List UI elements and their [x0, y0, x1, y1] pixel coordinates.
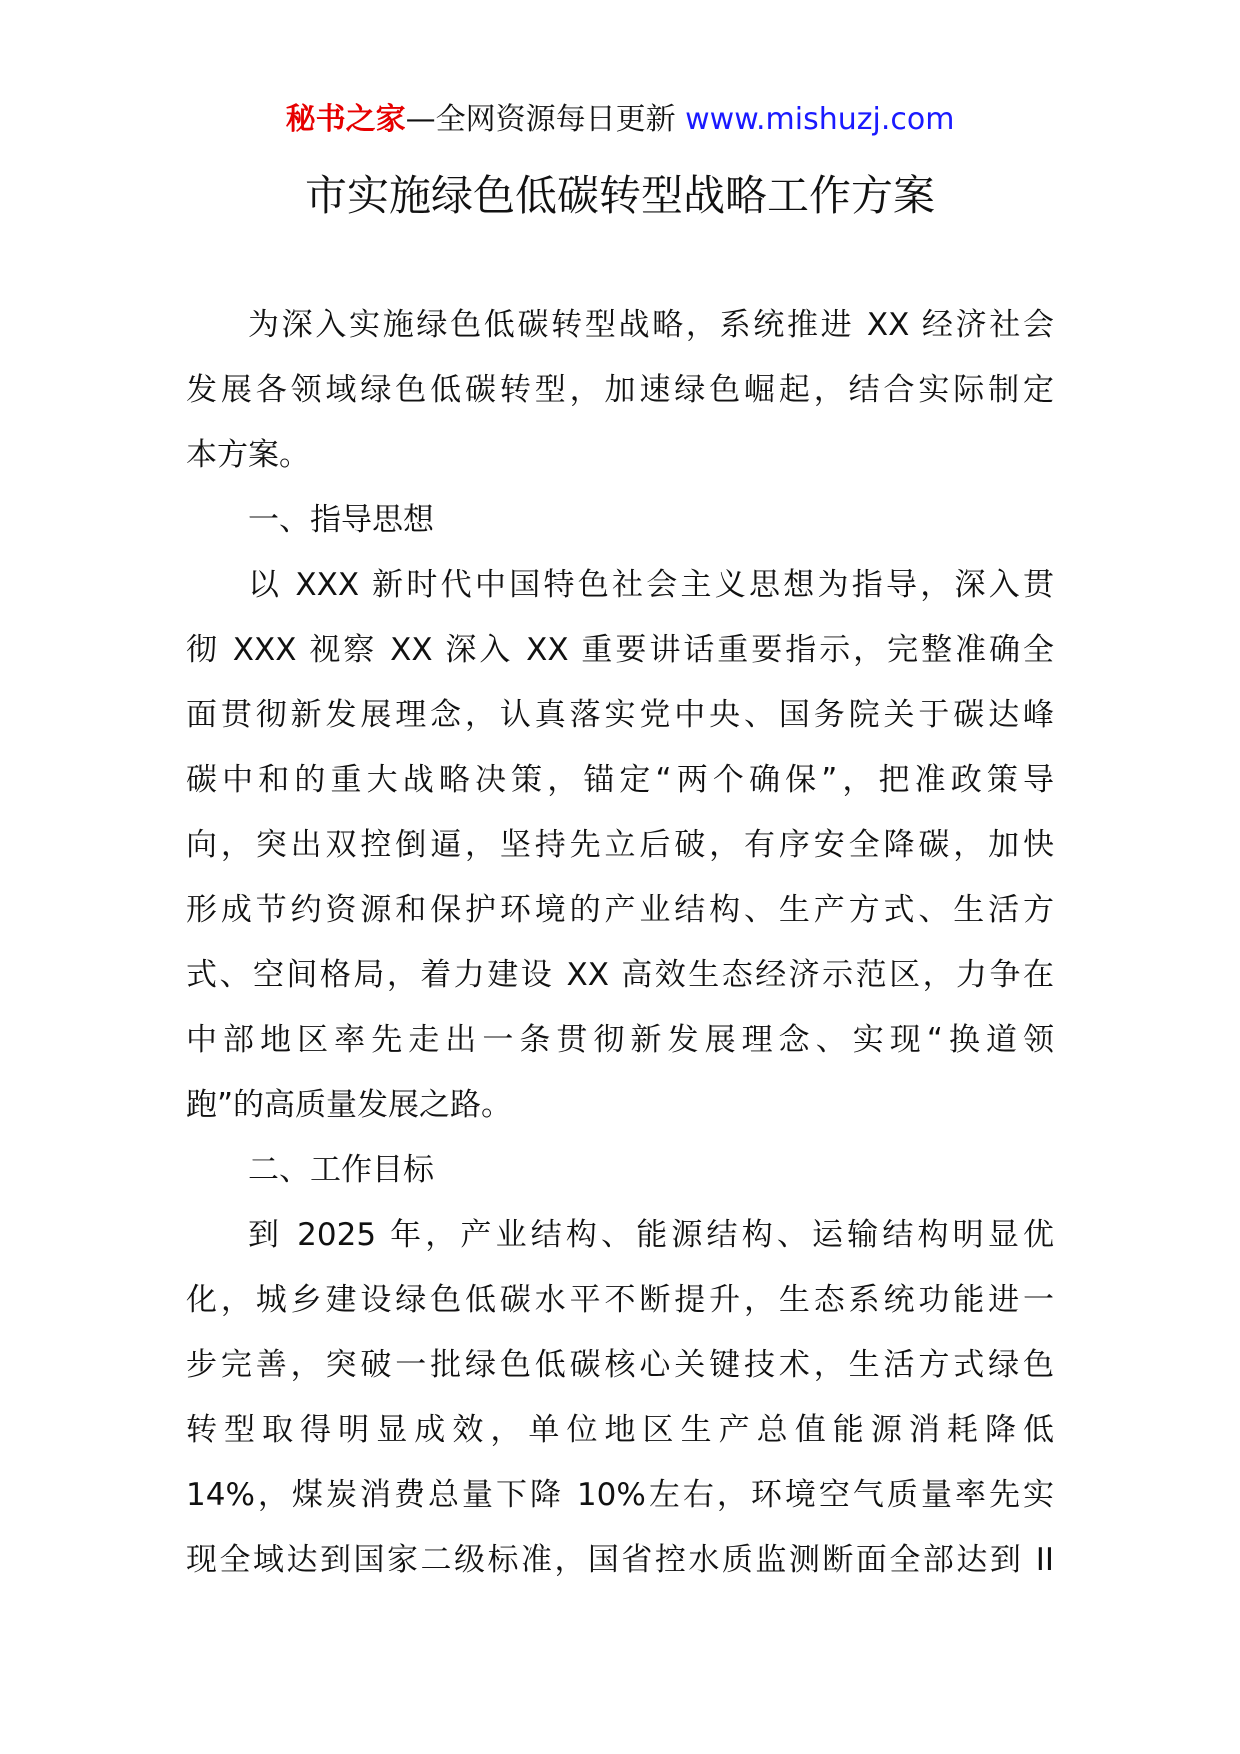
text-line: 到 2025 年，产业结构、能源结构、运输结构明显优	[248, 1217, 1054, 1253]
text-line: 式、空间格局，着力建设 XX 高效生态经济示范区，力争在	[186, 957, 1054, 993]
document-body	[186, 293, 1054, 1593]
text-line: 14%，煤炭消费总量下降 10%左右，环境空气质量率先实	[186, 1477, 1054, 1513]
text-line: 中部地区率先走出一条贯彻新发展理念、实现“换道领	[186, 1022, 1054, 1058]
text-line: 碳中和的重大战略决策，锚定“两个确保”，把准政策导	[186, 762, 1054, 798]
site-brand: 秘书之家	[285, 102, 406, 137]
guiding-ideology-paragraph	[186, 553, 1054, 1138]
section-heading-guiding-ideology: 一、指导思想	[248, 502, 434, 538]
section-heading-work-goals: 二、工作目标	[248, 1152, 434, 1188]
site-header	[0, 100, 1240, 140]
text-line: 化，城乡建设绿色低碳水平不断提升，生态系统功能进一	[186, 1282, 1054, 1318]
document-title: 市实施绿色低碳转型战略工作方案	[304, 171, 935, 220]
text-line: 转型取得明显成效，单位地区生产总值能源消耗降低	[186, 1412, 1054, 1448]
text-line: 步完善，突破一批绿色低碳核心关键技术，生活方式绿色	[186, 1347, 1054, 1383]
work-goals-paragraph	[186, 1203, 1054, 1593]
site-url-link[interactable]: www.mishuzj.com	[685, 102, 955, 137]
text-line: 形成节约资源和保护环境的产业结构、生产方式、生活方	[186, 892, 1054, 928]
text-line: 发展各领域绿色低碳转型，加速绿色崛起，结合实际制定	[186, 372, 1054, 408]
text-line: 以 XXX 新时代中国特色社会主义思想为指导，深入贯	[248, 567, 1054, 603]
text-line: 跑”的高质量发展之路。	[186, 1087, 513, 1123]
text-line: 向，突出双控倒逼，坚持先立后破，有序安全降碳，加快	[186, 827, 1054, 863]
intro-paragraph	[186, 293, 1054, 488]
text-line: 彻 XXX 视察 XX 深入 XX 重要讲话重要指示，完整准确全	[186, 632, 1054, 668]
text-line: 本方案。	[186, 437, 310, 473]
text-line: 现全域达到国家二级标准，国省控水质监测断面全部达到 II	[186, 1542, 1054, 1578]
text-line: 面贯彻新发展理念，认真落实党中央、国务院关于碳达峰	[186, 697, 1054, 733]
site-slogan: —全网资源每日更新	[405, 102, 676, 137]
text-line: 为深入实施绿色低碳转型战略，系统推进 XX 经济社会	[248, 307, 1054, 343]
